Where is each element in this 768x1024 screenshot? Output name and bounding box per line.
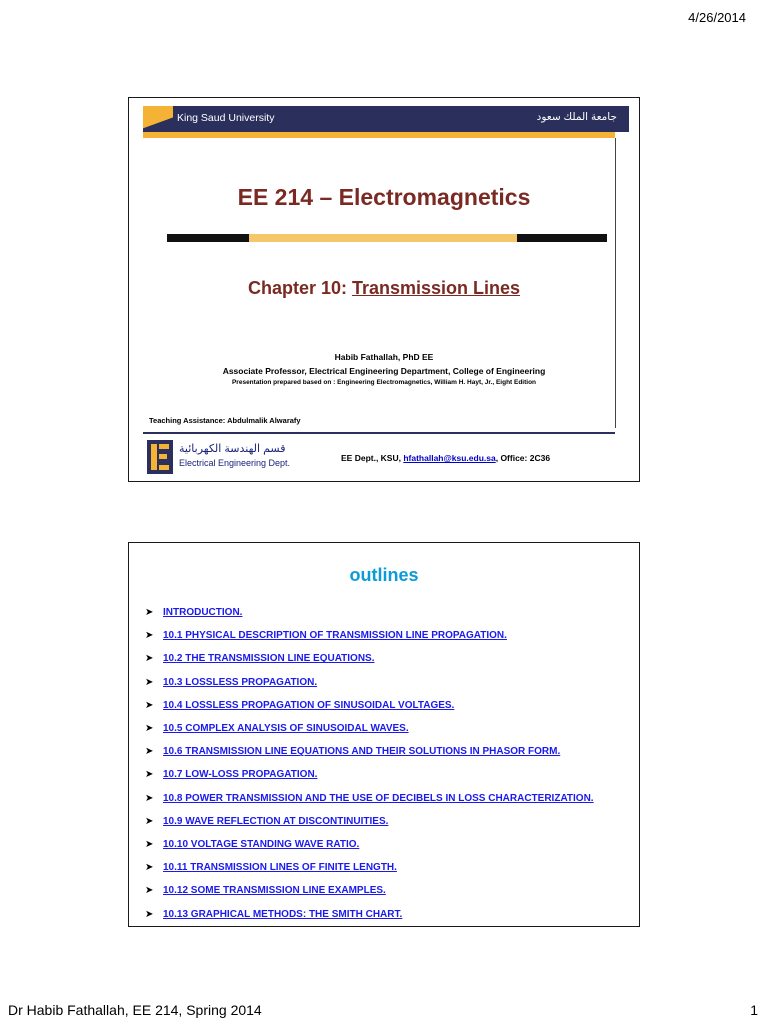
arrow-bullet-icon: ➤ <box>145 908 154 920</box>
contact-suffix: , Office: 2C36 <box>495 453 551 463</box>
title-slide <box>128 97 640 482</box>
arrow-bullet-icon: ➤ <box>145 607 154 619</box>
chapter-topic: Transmission Lines <box>351 278 521 298</box>
outline-link[interactable]: 10.8 POWER TRANSMISSION AND THE USE OF DECIBELS IN LOSS CHARACTERIZATION. <box>163 792 594 804</box>
arrow-bullet-icon: ➤ <box>145 862 154 874</box>
arrow-bullet-icon: ➤ <box>145 746 154 758</box>
arrow-bullet-icon: ➤ <box>145 769 154 781</box>
outlines-title: outlines <box>349 565 419 585</box>
arrow-bullet-icon: ➤ <box>145 838 154 850</box>
outline-item <box>145 787 594 810</box>
outline-item <box>145 647 594 670</box>
outline-link[interactable]: 10.4 LOSSLESS PROPAGATION OF SINUSOIDAL VOLTAGES. <box>163 699 455 711</box>
outline-list <box>145 601 594 926</box>
outline-link[interactable]: 10.12 SOME TRANSMISSION LINE EXAMPLES. <box>163 885 386 897</box>
arrow-bullet-icon: ➤ <box>145 723 154 735</box>
arrow-bullet-icon: ➤ <box>145 792 154 804</box>
arrow-bullet-icon: ➤ <box>145 815 154 827</box>
page-number: 1 <box>750 1002 758 1018</box>
university-name-en: King Saud University <box>177 112 275 124</box>
outline-link[interactable]: 10.10 VOLTAGE STANDING WAVE RATIO. <box>163 838 360 850</box>
outline-link[interactable]: 10.1 PHYSICAL DESCRIPTION OF TRANSMISSION LINE PROPAGATION. <box>163 630 507 642</box>
outline-link[interactable]: 10.7 LOW-LOSS PROPAGATION. <box>163 769 318 781</box>
title-divider <box>167 234 607 242</box>
author-name: Habib Fathallah, PhD EE <box>334 352 434 362</box>
outline-item <box>145 740 594 763</box>
outline-item <box>145 601 594 624</box>
teaching-assistance: Teaching Assistance: Abdulmalik Alwarafy <box>149 416 301 425</box>
author-role: Associate Professor, Electrical Engineering Department, College of Engineering <box>222 366 546 376</box>
contact-prefix: EE Dept., KSU, <box>341 453 404 463</box>
arrow-bullet-icon: ➤ <box>145 653 154 665</box>
outline-link[interactable]: 10.3 LOSSLESS PROPAGATION. <box>163 676 318 688</box>
outline-item <box>145 902 594 925</box>
outline-link[interactable]: 10.9 WAVE REFLECTION AT DISCONTINUITIES. <box>163 815 389 827</box>
email-link[interactable]: hfathallah@ksu.edu.sa <box>403 453 496 463</box>
print-date: 4/26/2014 <box>688 10 746 25</box>
outline-link[interactable]: 10.11 TRANSMISSION LINES OF FINITE LENGTH. <box>163 862 397 874</box>
university-banner <box>143 106 629 132</box>
outline-link[interactable]: 10.13 GRAPHICAL METHODS: THE SMITH CHART. <box>163 908 403 920</box>
outline-item <box>145 624 594 647</box>
outline-item <box>145 717 594 740</box>
outline-item <box>145 879 594 902</box>
department-name-en: Electrical Engineering Dept. <box>179 458 291 468</box>
outline-link[interactable]: 10.2 THE TRANSMISSION LINE EQUATIONS. <box>163 653 375 665</box>
outline-item <box>145 810 594 833</box>
banner-gold-stripe <box>143 106 173 132</box>
outline-item <box>145 833 594 856</box>
outline-item <box>145 763 594 786</box>
outline-item <box>145 856 594 879</box>
chapter-heading <box>129 278 639 299</box>
outline-link[interactable]: 10.5 COMPLEX ANALYSIS OF SINUSOIDAL WAVES. <box>163 723 409 735</box>
arrow-bullet-icon: ➤ <box>145 676 154 688</box>
outline-item <box>145 671 594 694</box>
department-logo-icon <box>147 440 173 474</box>
slide-title: EE 214 – Electromagnetics <box>237 184 531 210</box>
arrow-bullet-icon: ➤ <box>145 630 154 642</box>
outline-link[interactable]: INTRODUCTION. <box>163 607 243 619</box>
divider-gold-segment <box>249 234 517 242</box>
footer-rule <box>143 432 615 434</box>
chapter-prefix: Chapter 10: <box>247 278 352 298</box>
university-name-ar: جامعة الملك سعود <box>536 111 617 123</box>
outline-slide <box>128 542 640 927</box>
outline-item <box>145 694 594 717</box>
department-name-ar: قسم الهندسة الكهربائية <box>179 443 286 455</box>
outline-link[interactable]: 10.6 TRANSMISSION LINE EQUATIONS AND THEIR SOLUTIONS IN PHASOR FORM. <box>163 746 561 758</box>
reference-note: Presentation prepared based on : Engineering Electromagnetics, William H. Hayt, Jr., Eight Edition <box>231 379 537 386</box>
arrow-bullet-icon: ➤ <box>145 885 154 897</box>
arrow-bullet-icon: ➤ <box>145 699 154 711</box>
footer-author-course: Dr Habib Fathallah, EE 214, Spring 2014 <box>8 1002 262 1018</box>
contact-info <box>341 453 550 463</box>
